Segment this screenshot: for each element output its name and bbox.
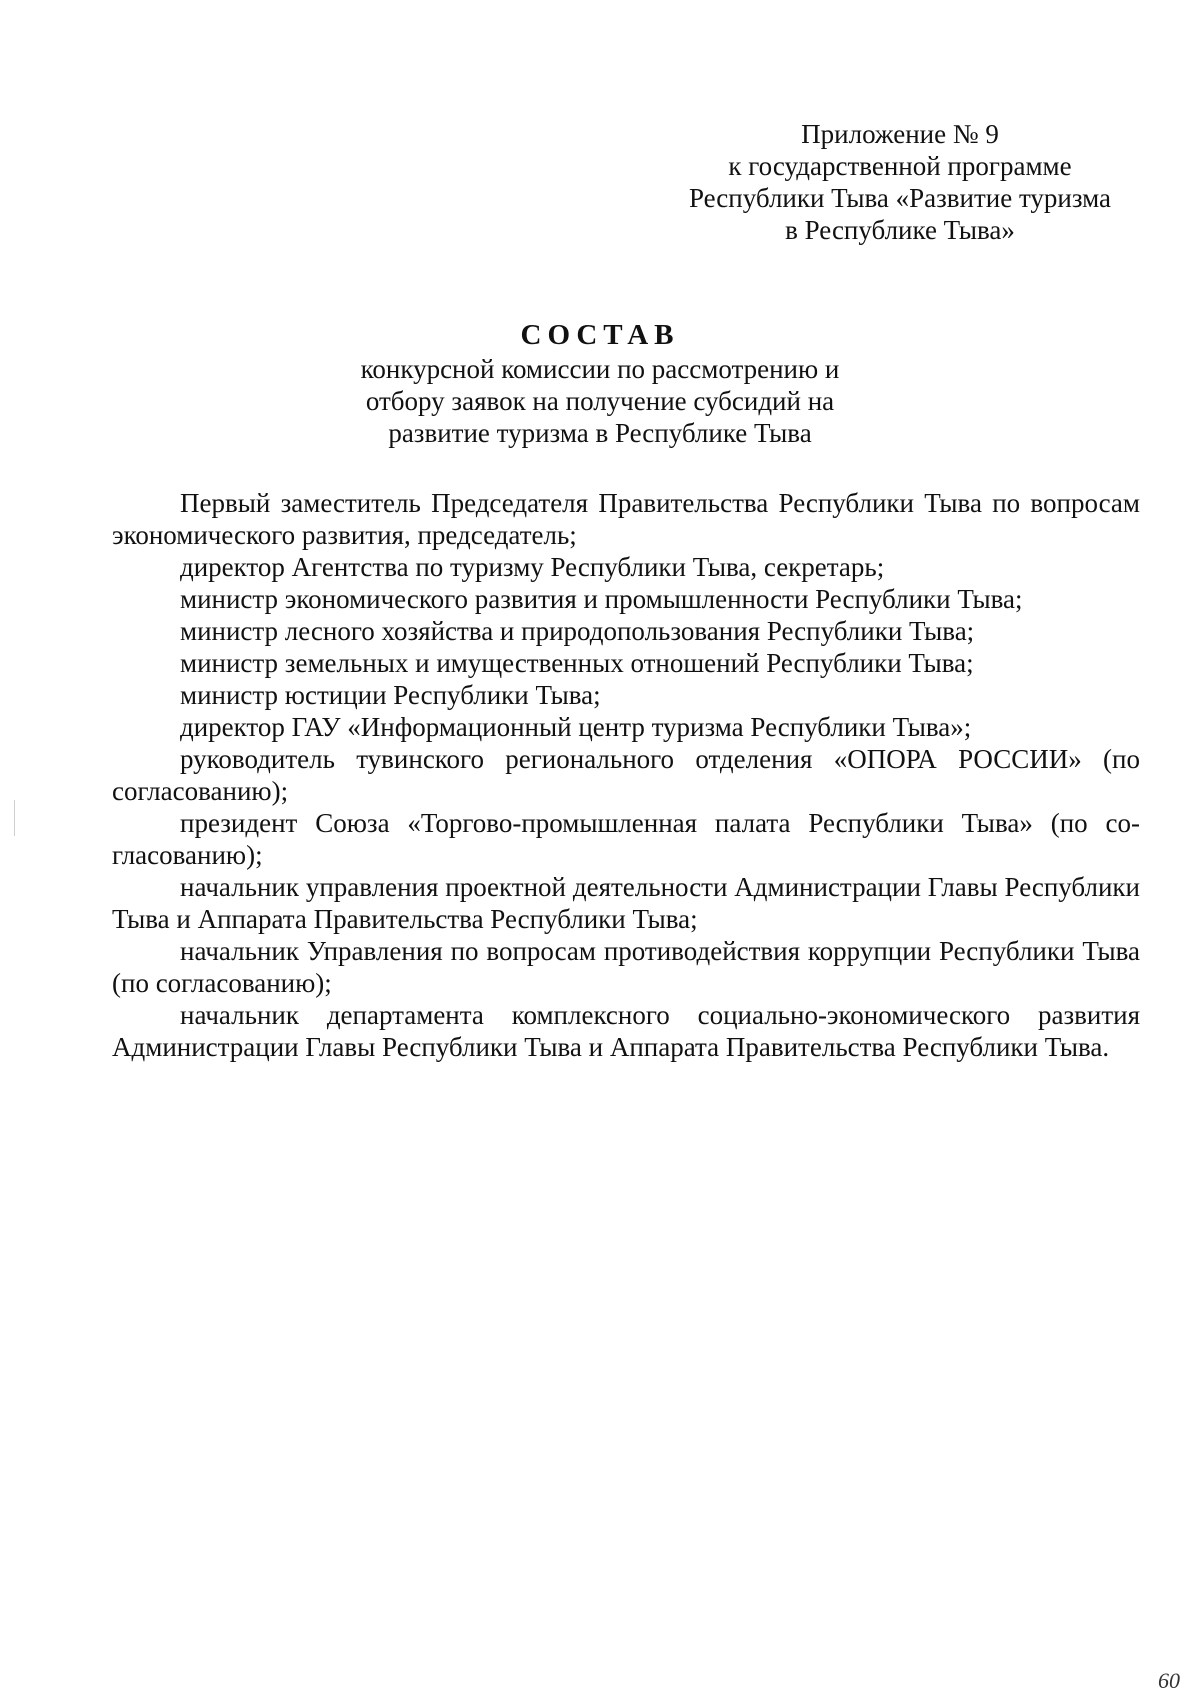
subtitle-line-3: развитие туризма в Республике Тыва [388,418,812,448]
member-item: начальник департамента комплексного социально-экономического развития Администрации Главы Республики Тыва и Аппарата Правительства Республики Тыва. [112,1000,1140,1062]
scan-margin-mark [14,800,15,836]
annex-line-1: Приложение № 9 [801,119,999,149]
subtitle-line-2: отбору заявок на получение субсидий на [365,386,835,416]
annex-line-3: Республики Тыва «Развитие туризма [688,183,1112,213]
members-list [112,487,1140,1063]
document-title: СОСТАВ [520,319,680,351]
member-item: начальник Управления по вопросам противодействия коррупции Республики Тыва (по согласованию); [112,936,1140,998]
annex-header [670,118,1130,246]
subtitle-line-1: конкурсной комиссии по рассмотрению и [360,354,840,384]
annex-line-2: к государственной программе [728,151,1072,181]
member-item: директор ГАУ «Информационный центр туризма Республики Тыва»; [180,712,972,742]
document-subtitle [300,353,900,449]
member-item: министр экономического развития и промышленности Республики Тыва; [180,584,1023,614]
member-item: президент Союза «Торгово-промышленная палата Республики Тыва» (по согласованию); [112,808,1140,870]
member-item: начальник управления проектной деятельности Администрации Главы Республики Тыва и Аппарата Правительства Республики Тыва; [112,872,1140,934]
member-item: министр земельных и имущественных отношений Республики Тыва; [180,648,974,678]
member-item: министр юстиции Республики Тыва; [180,680,601,710]
member-item: директор Агентства по туризму Республики Тыва, секретарь; [180,552,885,582]
annex-line-4: в Республике Тыва» [785,215,1015,245]
member-item: Первый заместитель Председателя Правительства Республики Тыва по вопросам экономического развития, председатель; [112,488,1140,550]
member-item: руководитель тувинского регионального отделения «ОПОРА РОССИИ» (по согласованию); [112,744,1140,806]
member-item: министр лесного хозяйства и природопользования Республики Тыва; [180,616,975,646]
page-number: 60 [1158,1668,1180,1693]
